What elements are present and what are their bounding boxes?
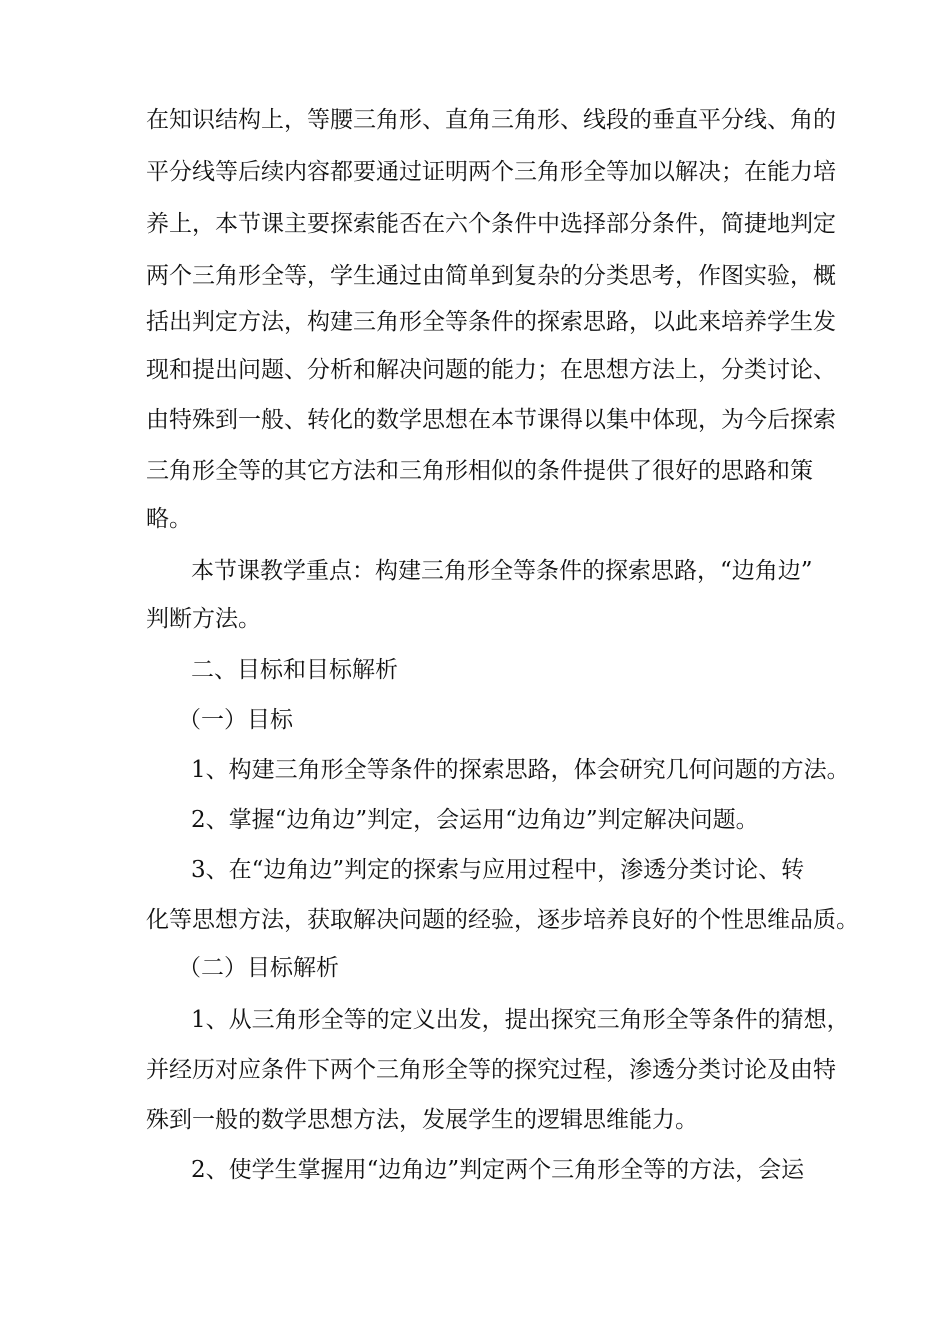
paragraph-line: 平分线等后续内容都要通过证明两个三角形全等加以解决；在能力培 — [146, 159, 836, 185]
key-points-line: 本节课教学重点：构建三角形全等条件的探索思路，“边角边” — [191, 558, 813, 584]
list-item: 1、从三角形全等的定义出发，提出探究三角形全等条件的猜想， — [191, 1007, 850, 1033]
list-item: 2、使学生掌握用“边角边”判定两个三角形全等的方法，会运 — [191, 1157, 805, 1183]
subsection-heading: （一）目标 — [178, 707, 293, 733]
paragraph-line: 略。 — [146, 506, 192, 532]
list-item-continuation: 并经历对应条件下两个三角形全等的探究过程，渗透分类讨论及由特 — [146, 1057, 836, 1083]
list-item: 1、构建三角形全等条件的探索思路，体会研究几何问题的方法。 — [191, 757, 850, 783]
list-item-continuation: 殊到一般的数学思想方法，发展学生的逻辑思维能力。 — [146, 1107, 698, 1133]
paragraph-line: 由特殊到一般、转化的数学思想在本节课得以集中体现，为今后探索 — [146, 407, 836, 433]
list-item: 2、掌握“边角边”判定，会运用“边角边”判定解决问题。 — [191, 807, 759, 833]
list-item: 3、在“边角边”判定的探索与应用过程中，渗透分类讨论、转 — [191, 857, 805, 883]
list-item-continuation: 化等思想方法，获取解决问题的经验，逐步培养良好的个性思维品质。 — [146, 907, 859, 933]
section-heading: 二、目标和目标解析 — [191, 657, 398, 683]
key-points-line: 判断方法。 — [146, 606, 261, 632]
paragraph-line: 括出判定方法，构建三角形全等条件的探索思路，以此来培养学生发 — [146, 309, 836, 335]
subsection-heading: （二）目标解析 — [178, 955, 339, 981]
paragraph-line: 养上，本节课主要探索能否在六个条件中选择部分条件，简捷地判定 — [146, 211, 836, 237]
paragraph-line: 在知识结构上，等腰三角形、直角三角形、线段的垂直平分线、角的 — [146, 107, 836, 133]
paragraph-line: 三角形全等的其它方法和三角形相似的条件提供了很好的思路和策 — [146, 458, 813, 484]
paragraph-line: 现和提出问题、分析和解决问题的能力；在思想方法上，分类讨论、 — [146, 357, 836, 383]
paragraph-line: 两个三角形全等，学生通过由简单到复杂的分类思考，作图实验，概 — [146, 263, 836, 289]
